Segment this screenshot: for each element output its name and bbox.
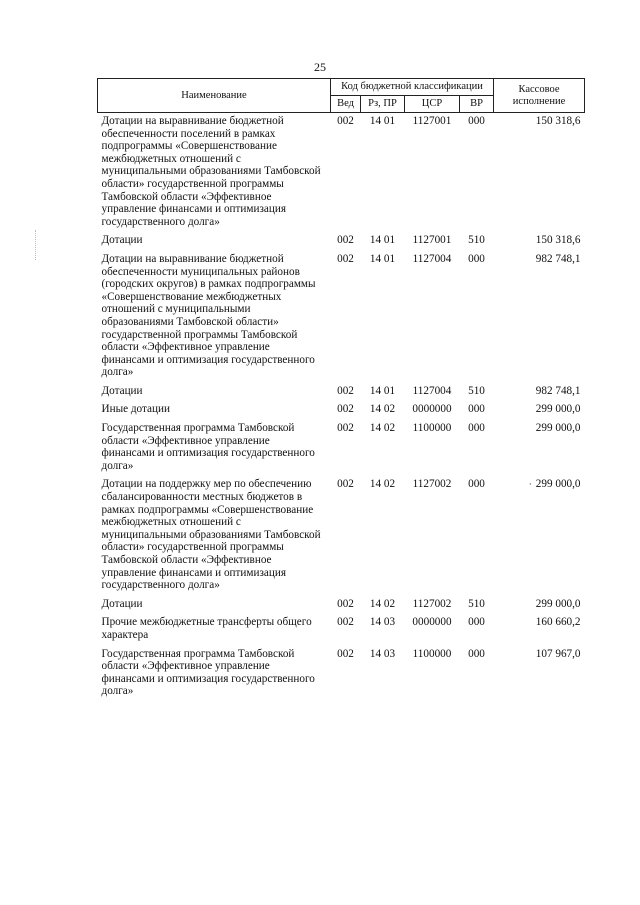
budget-table [97, 78, 585, 702]
row-csr: 1100000 [412, 647, 452, 660]
table-row [98, 420, 585, 476]
row-name: Дотации на выравнивание бюджетной обеспеченности поселений в рамках подпрограммы «Совершенствование межбюджетных отношений с муниципальными образованиями Тамбовской области» государственной программы Тамбовской области «Эффективное управление финансами и оптимизация государственного долга» [101, 115, 321, 228]
row-ved: 002 [337, 422, 354, 435]
row-rz-pr: 14 02 [369, 422, 396, 435]
table-row [98, 113, 585, 233]
row-csr: 1127004 [412, 384, 452, 397]
row-execution-sum: 299 000,0 [535, 597, 581, 610]
row-name: Иные дотации [101, 403, 170, 416]
row-vr: 000 [468, 252, 485, 265]
header-execution: Кассовое исполнение [494, 79, 585, 113]
row-ved: 002 [337, 252, 354, 265]
header-rz-pr: Рз, ПР [361, 96, 405, 113]
row-ved: 002 [337, 597, 354, 610]
row-csr: 0000000 [412, 403, 452, 416]
row-ved: 002 [337, 647, 354, 660]
row-name: Прочие межбюджетные трансферты общего характера [101, 616, 312, 641]
row-execution-sum: 107 967,0 [535, 647, 581, 660]
row-csr: 1127001 [412, 115, 452, 127]
row-ved: 002 [337, 234, 354, 247]
table-row [98, 232, 585, 251]
row-rz-pr: 14 02 [369, 478, 396, 491]
row-vr: 510 [468, 234, 485, 247]
row-csr: 0000000 [412, 616, 452, 629]
row-name: Дотации [101, 234, 143, 247]
sum-value: 299 000,0 [535, 478, 581, 491]
row-execution-sum: 150 318,6 [535, 234, 581, 247]
row-execution-sum: 299 000,0 [535, 422, 581, 435]
header-classification-group: Код бюджетной классификации [331, 79, 494, 96]
row-execution-sum [494, 476, 585, 595]
header-name: Наименование [98, 79, 331, 113]
row-execution-sum: 150 318,6 [535, 115, 581, 127]
row-csr: 1127004 [412, 252, 452, 265]
row-execution-sum: 982 748,1 [535, 252, 581, 265]
row-name: Дотации [101, 597, 143, 610]
header-ved: Вед [331, 96, 361, 113]
row-execution-sum: 982 748,1 [535, 384, 581, 397]
row-rz-pr: 14 02 [369, 597, 396, 610]
row-rz-pr: 14 03 [369, 647, 396, 660]
row-vr: 000 [468, 422, 485, 435]
row-vr: 000 [468, 647, 485, 660]
table-body [98, 113, 585, 702]
row-vr: 000 [468, 115, 485, 127]
row-csr: 1127002 [412, 478, 452, 491]
row-rz-pr: 14 01 [369, 234, 396, 247]
table-row [98, 614, 585, 645]
header-csr: ЦСР [405, 96, 460, 113]
row-name: Дотации на выравнивание бюджетной обеспеченности муниципальных районов (городских округов) в рамках подпрограммы «Совершенствование межбюджетных отношений с муниципальными образованиями Тамбовской области» государственной программы Тамбовской области «Эффективное управление финансами и оптимизация государственного долга» [101, 252, 316, 379]
margin-mark [35, 230, 42, 260]
stray-mark: · [528, 479, 532, 490]
row-ved: 002 [337, 115, 354, 127]
row-csr: 1100000 [412, 422, 452, 435]
row-name: Дотации на поддержку мер по обеспечению сбалансированности местных бюджетов в рамках подпрограммы «Совершенствование межбюджетных отношений с муниципальными образованиями Тамбовской области» государственной программы Тамбовской области «Эффективное управление финансами и оптимизация государственного долга» [101, 478, 321, 592]
row-execution-sum: 160 660,2 [535, 616, 581, 629]
table-row [98, 596, 585, 615]
page-number: 25 [314, 60, 326, 74]
row-rz-pr: 14 01 [369, 252, 396, 265]
row-ved: 002 [337, 384, 354, 397]
table-row [98, 401, 585, 420]
row-csr: 1127002 [412, 597, 452, 610]
table-header [98, 79, 585, 113]
row-execution-sum: 299 000,0 [535, 403, 581, 416]
row-ved: 002 [337, 616, 354, 629]
table-row [98, 646, 585, 702]
row-vr: 510 [468, 597, 485, 610]
row-vr: 000 [468, 616, 485, 629]
row-ved: 002 [337, 478, 354, 491]
row-ved: 002 [337, 403, 354, 416]
row-vr: 000 [468, 478, 485, 491]
row-name: Государственная программа Тамбовской области «Эффективное управление финансами и оптимизация государственного долга» [101, 647, 315, 698]
table-row [98, 476, 585, 595]
row-vr: 000 [468, 403, 485, 416]
table-row [98, 251, 585, 383]
row-name: Государственная программа Тамбовской области «Эффективное управление финансами и оптимизация государственного долга» [101, 422, 315, 472]
row-name: Дотации [101, 384, 143, 397]
header-vr: ВР [460, 96, 494, 113]
row-rz-pr: 14 03 [369, 616, 396, 629]
row-rz-pr: 14 01 [369, 384, 396, 397]
table-row [98, 383, 585, 402]
row-csr: 1127001 [412, 234, 452, 247]
row-vr: 510 [468, 384, 485, 397]
row-rz-pr: 14 02 [369, 403, 396, 416]
row-rz-pr: 14 01 [369, 115, 396, 127]
